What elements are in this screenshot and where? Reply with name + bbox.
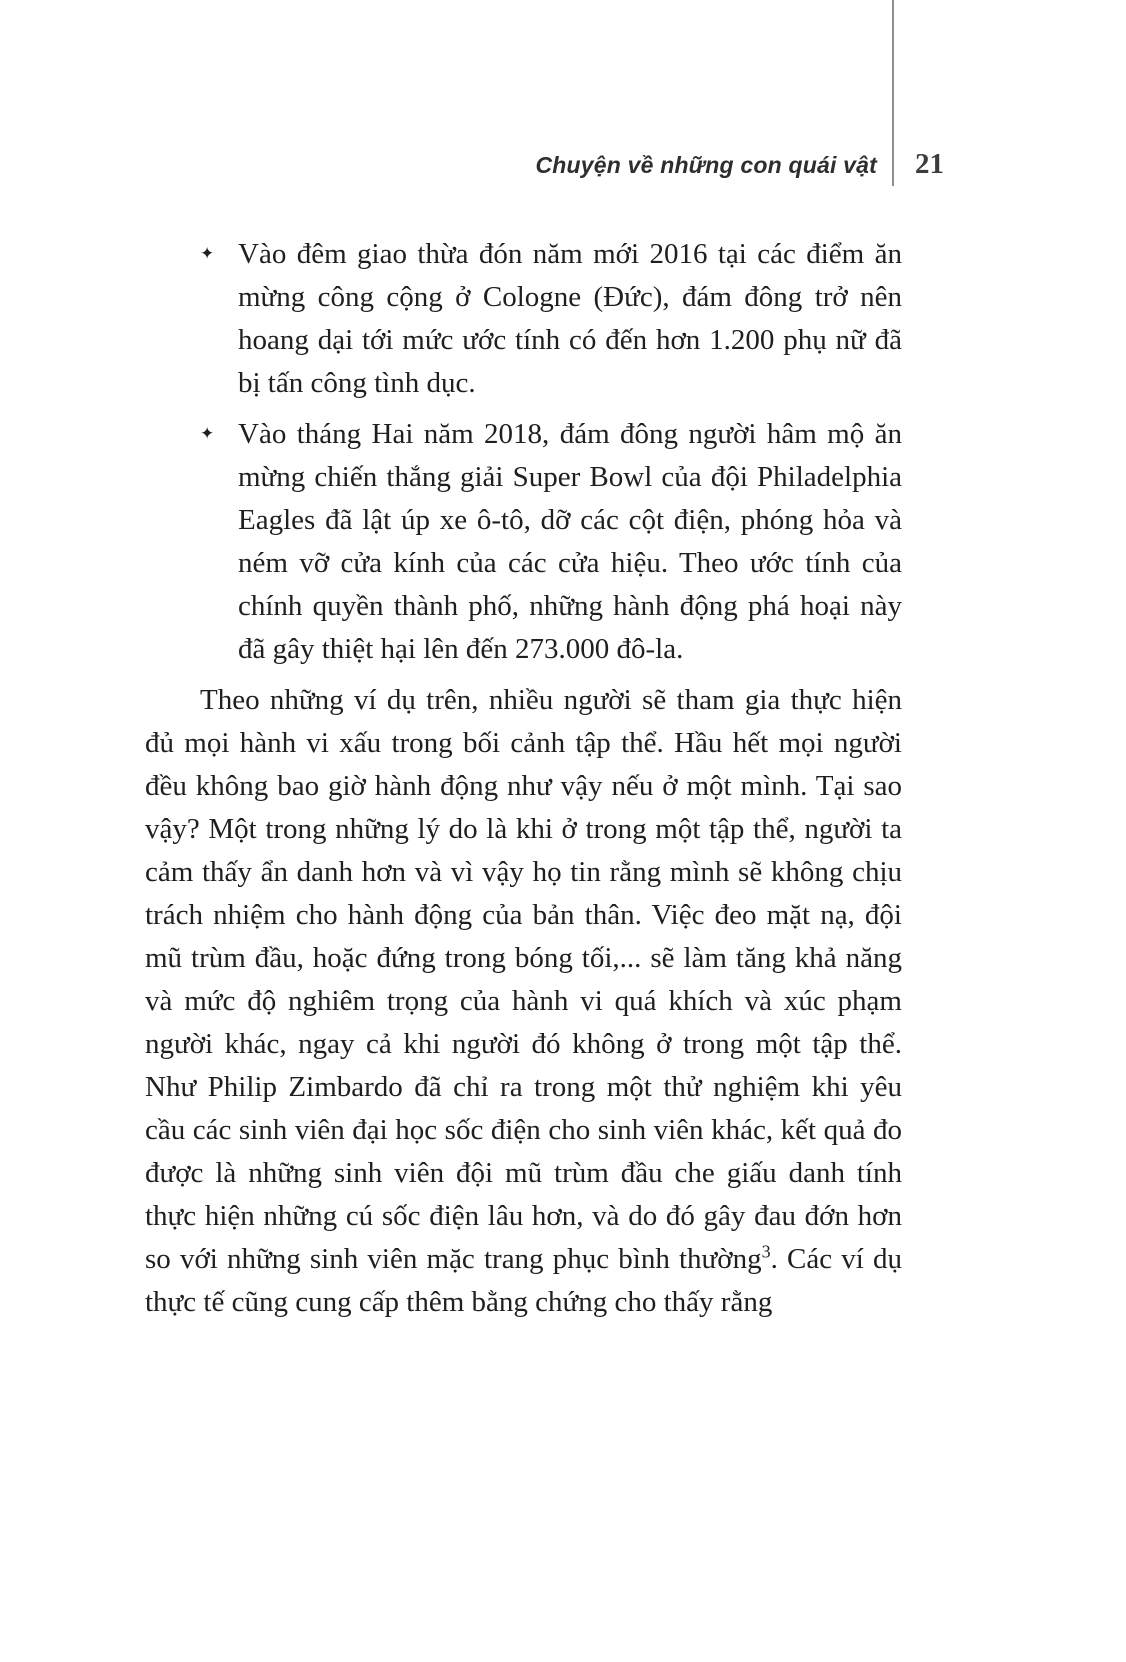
page-content [145,233,902,1324]
diamond-bullet-icon: ✦ [200,244,215,264]
diamond-bullet-icon: ✦ [200,424,215,444]
bullet-text: Vào đêm giao thừa đón năm mới 2016 tại các điểm ăn mừng công cộng ở Cologne (Đức), đám đông trở nên hoang dại tới mức ước tính có đến hơn 1.200 phụ nữ đã bị tấn công tình dục. [238,238,902,399]
bullet-text: Vào tháng Hai năm 2018, đám đông người hâm mộ ăn mừng chiến thắng giải Super Bowl của đội Philadelphia Eagles đã lật úp xe ô-tô, dỡ các cột điện, phóng hỏa và ném vỡ cửa kính của các cửa hiệu. Theo ước tính của chính quyền thành phố, những hành động phá hoại này đã gây thiệt hại lên đến 273.000 đô-la. [238,418,902,665]
paragraph-text-continued: . Các ví dụ thực tế cũng cung cấp thêm bằng chứng cho thấy rằng [145,1243,902,1318]
page-number: 21 [915,148,944,180]
list-item [145,233,902,405]
paragraph-text: Theo những ví dụ trên, nhiều người sẽ tham gia thực hiện đủ mọi hành vi xấu trong bối cảnh tập thể. Hầu hết mọi người đều không bao giờ hành động như vậy nếu ở một mình. Tại sao vậy? Một trong những lý do là khi ở trong một tập thể, người ta cảm thấy ẩn danh hơn và vì vậy họ tin rằng mình sẽ không chịu trách nhiệm cho hành động của bản thân. Việc đeo mặt nạ, đội mũ trùm đầu, hoặc đứng trong bóng tối,... sẽ làm tăng khả năng và mức độ nghiêm trọng của hành vi quá khích và xúc phạm người khác, ngay cả khi người đó không ở trong một tập thể. Như Philip Zimbardo đã chỉ ra trong một thử nghiệm khi yêu cầu các sinh viên đại học sốc điện cho sinh viên khác, kết quả đo được là những sinh viên đội mũ trùm đầu che giấu danh tính thực hiện những cú sốc điện lâu hơn, và do đó gây đau đớn hơn so với những sinh viên mặc trang phục bình thường [145,684,902,1275]
bullet-list [145,233,902,671]
body-paragraph [145,679,902,1324]
running-title: Chuyện về những con quái vật [535,152,877,178]
page-header [0,148,944,181]
list-item [145,413,902,671]
footnote-marker: 3 [761,1241,771,1262]
